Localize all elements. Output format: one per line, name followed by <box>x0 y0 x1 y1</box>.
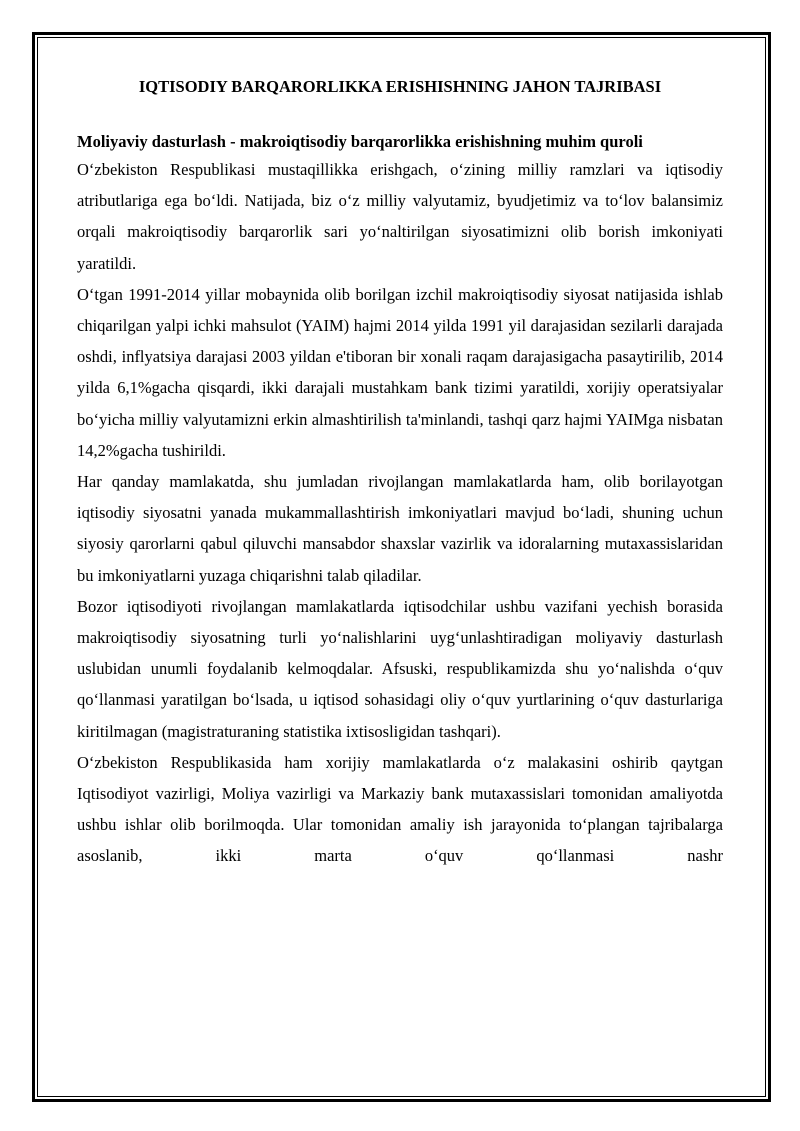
paragraph-5: O‘zbekiston Respublikasida ham xorijiy mamlakatlarda o‘z malakasini oshirib qaytgan Iqtisodiyot vazirligi, Moliya vazirligi va Markaziy bank mutaxassislari tomonidan amaliyotda ushbu ishlar olib borilmoqda. Ular tomonidan amaliy ish jarayonida to‘plangan tajribalarga asoslanib, ikki marta o‘quv qo‘llanmasi nashr <box>77 752 723 866</box>
paragraph-4: Bozor iqtisodiyoti rivojlangan mamlakatlarda iqtisodchilar ushbu vazifani yechish borasida makroiqtisodiy siyosatning turli yo‘nalishlarini uyg‘unlashtiradigan moliyaviy dasturlash uslubidan unumli foydalanib kelmoqdalar. Afsuski, respublikamizda shu yo‘nalishda o‘quv qo‘llanmasi yaratilgan bo‘lsada, u iqtisod sohasidagi oliy o‘quv yurtlarining o‘quv dasturlariga kiritilmagan (magistraturaning statistika ixtisosligidan tashqari). <box>77 596 723 741</box>
paragraph-2: O‘tgan 1991-2014 yillar mobaynida olib borilgan izchil makroiqtisodiy siyosat natijasida ishlab chiqarilgan yalpi ichki mahsulot (YAIM) hajmi 2014 yilda 1991 yil darajasidan sezilarli darajada oshdi, inflyatsiya darajasi 2003 yildan e'tiboran bir xonali raqam darajasigacha pasaytirilib, 2014 yilda 6,1%gacha qisqardi, ikki darajali mustahkam bank tizimi yaratildi, xorijiy operatsiyalar bo‘yicha milliy valyutamizni erkin almashtirilish ta'minlandi, tashqi qarz hajmi YAIMga nisbatan 14,2%gacha tushirildi. <box>77 284 723 460</box>
document-title: IQTISODIY BARQARORLIKKA ERISHISHNING JAHON TAJRIBASI <box>138 77 662 96</box>
document-body <box>77 74 723 872</box>
paragraph-1: O‘zbekiston Respublikasi mustaqillikka erishgach, o‘zining milliy ramzlari va iqtisodiy atributlariga ega bo‘ldi. Natijada, biz o‘z milliy valyutamiz, byudjetimiz va to‘lov balansimiz orqali makroiqtisodiy barqarorlik sari yo‘naltirilgan siyosatimizni olib borish imkoniyati yaratildi. <box>77 160 723 273</box>
section-heading: Moliyaviy dasturlash - makroiqtisodiy barqarorlikka erishishning muhim quroli <box>77 132 643 151</box>
paragraph-3: Har qanday mamlakatda, shu jumladan rivojlangan mamlakatlarda ham, olib borilayotgan iqtisodiy siyosatni yanada mukammallashtirish imkoniyatlari mavjud bo‘ladi, shuning uchun siyosiy qarorlarni qabul qiluvchi mansabdor shaxslar vazirlik va idoralarning mutaxassislaridan bu imkoniyatlarni yuzaga chiqarishni talab qiladilar. <box>77 472 723 585</box>
